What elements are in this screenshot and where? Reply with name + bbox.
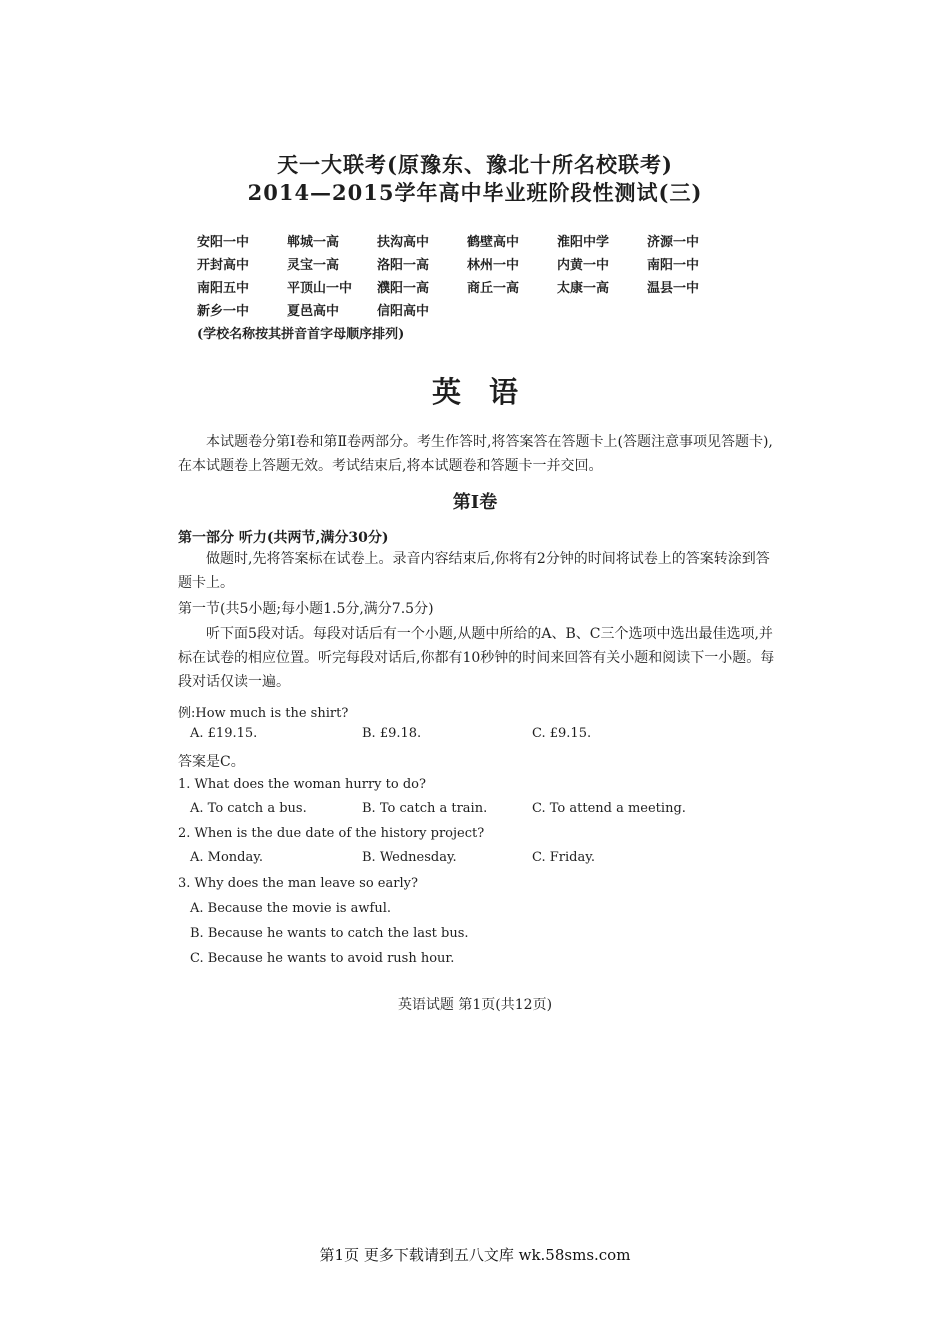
option-a: A. £19.15. (190, 726, 258, 741)
school-name: 鹤壁高中 (467, 235, 520, 250)
school-name: 温县一中 (647, 281, 700, 296)
subject-title: 英语 (431, 375, 546, 409)
school-name: 夏邑高中 (287, 304, 340, 319)
school-name: 淮阳中学 (557, 235, 610, 250)
school-name: 安阳一中 (197, 235, 250, 250)
school-name: 信阳高中 (377, 304, 430, 319)
school-list (197, 233, 737, 321)
question-1: 1. What does the woman hurry to do? (178, 777, 426, 792)
question-3: 3. Why does the man leave so early? (178, 876, 418, 891)
school-name: 南阳一中 (647, 258, 700, 273)
school-name: 扶沟高中 (377, 235, 430, 250)
example-question: 例:How much is the shirt? (178, 706, 349, 721)
school-name: 平顶山一中 (287, 281, 353, 296)
section-heading: 第一节(共5小题;每小题1.5分,满分7.5分) (178, 601, 434, 617)
school-name: 濮阳一高 (377, 281, 430, 296)
school-name: 济源一中 (647, 235, 700, 250)
school-name: 太康一高 (557, 281, 610, 296)
school-name: 开封高中 (197, 258, 250, 273)
page-number-footer: 英语试题 第1页(共12页) (397, 997, 553, 1013)
example-answer: 答案是C。 (178, 754, 245, 770)
option-b: B. £9.18. (362, 726, 422, 741)
option-b: B. To catch a train. (362, 801, 488, 816)
school-name: 内黄一中 (557, 258, 610, 273)
school-name: 灵宝一高 (287, 258, 340, 273)
part-instruction: 做题时,先将答案标在试卷上。录音内容结束后,你将有2分钟的时间将试卷上的答案转涂到答题卡上。 (178, 551, 770, 591)
school-name: 林州一中 (467, 258, 520, 273)
option-c: C. To attend a meeting. (532, 801, 686, 816)
option-a: A. To catch a bus. (190, 801, 307, 816)
school-name: 商丘一高 (467, 281, 520, 296)
school-name: 新乡一中 (197, 304, 250, 319)
option-b: B. Because he wants to catch the last bus. (190, 926, 469, 941)
option-a: A. Because the movie is awful. (190, 901, 392, 916)
option-b: B. Wednesday. (362, 850, 457, 865)
option-c: C. Because he wants to avoid rush hour. (190, 951, 455, 966)
option-a: A. Monday. (190, 850, 263, 865)
intro-paragraph: 本试题卷分第Ⅰ卷和第Ⅱ卷两部分。考生作答时,将答案答在答题卡上(答题注意事项见答题卡),在本试题卷上答题无效。考试结束后,将本试题卷和答题卡一并交回。 (178, 434, 773, 474)
option-c: C. £9.15. (532, 726, 592, 741)
exam-title: 天一大联考(原豫东、豫北十所名校联考) (277, 152, 673, 177)
section-instruction: 听下面5段对话。每段对话后有一个小题,从题中所给的A、B、C三个选项中选出最佳选项,并标在试卷的相应位置。听完每段对话后,你都有10秒钟的时间来回答有关小题和阅读下一小题。每段对话仅读一遍。 (178, 626, 775, 690)
school-name: 洛阳一高 (377, 258, 430, 273)
school-name: 郸城一高 (287, 235, 340, 250)
site-footer: 第1页 更多下载请到五八文库 wk.58sms.com (319, 1246, 631, 1264)
volume-heading: 第Ⅰ卷 (452, 492, 498, 513)
question-2: 2. When is the due date of the history project? (178, 826, 485, 841)
part-heading: 第一部分 听力(共两节,满分30分) (178, 530, 389, 546)
exam-subtitle: 2014—2015学年高中毕业班阶段性测试(三) (247, 180, 703, 205)
option-c: C. Friday. (532, 850, 595, 865)
school-name: 南阳五中 (197, 281, 250, 296)
schools-note: (学校名称按其拼音首字母顺序排列) (197, 327, 405, 342)
